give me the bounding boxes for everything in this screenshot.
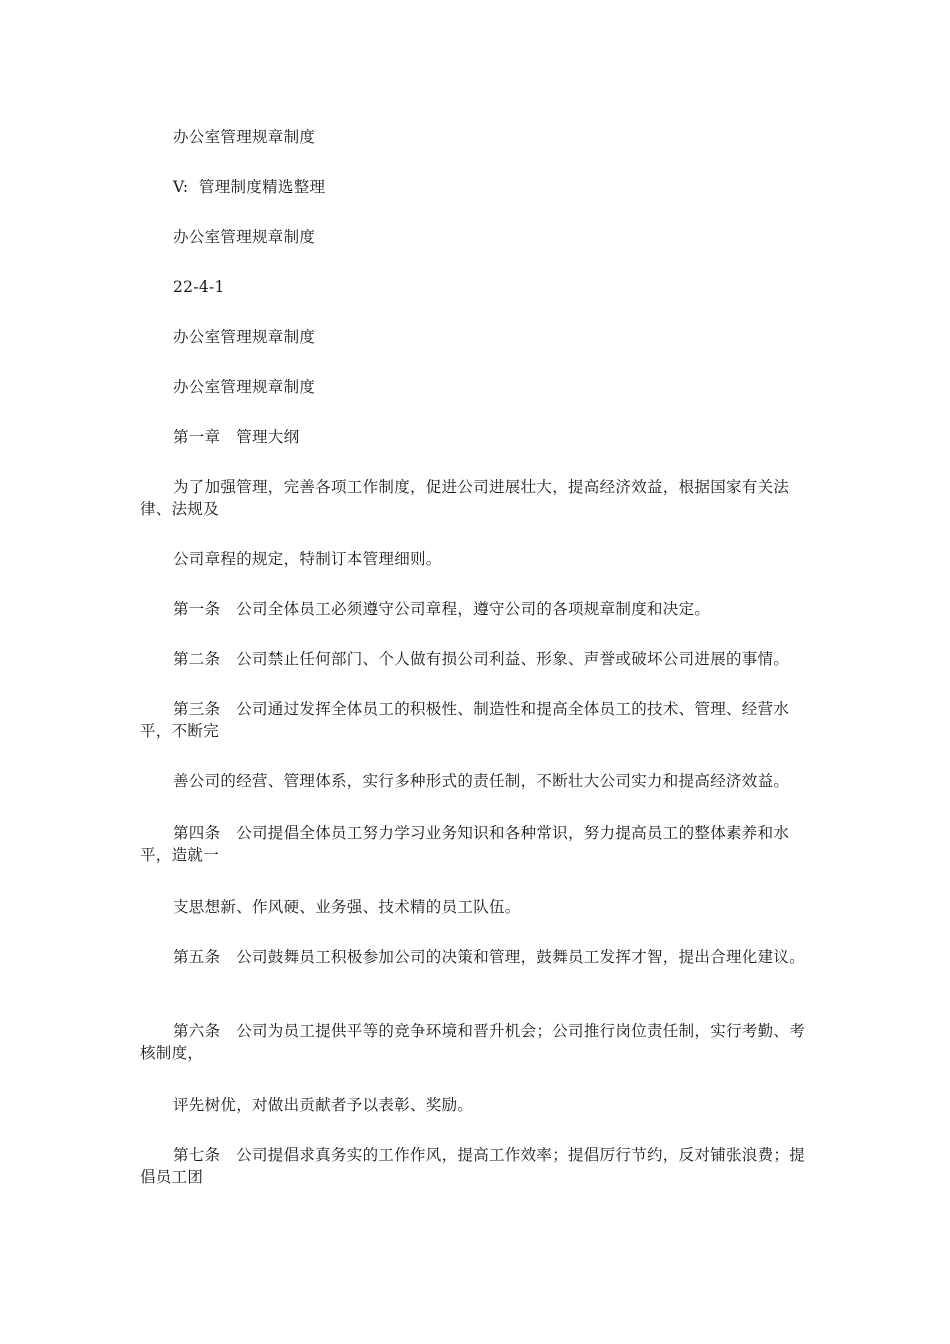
header-line-title-repeat-2: 办公室管理规章制度 xyxy=(173,328,316,346)
header-line-title-repeat-3: 办公室管理规章制度 xyxy=(173,378,316,396)
article-1: 第一条 公司全体员工必须遵守公司章程，遵守公司的各项规章制度和决定。 xyxy=(173,600,711,618)
chapter-title: 第一章 管理大纲 xyxy=(173,428,300,446)
article-6: 第六条 公司为员工提供平等的竞争环境和晋升机会；公司推行岗位责任制，实行考勤、考核制度， xyxy=(140,1022,806,1062)
article-2: 第二条 公司禁止任何部门、个人做有损公司利益、形象、声誉或破坏公司进展的事情。 xyxy=(173,650,790,668)
paragraph-intro-cont: 公司章程的规定，特制订本管理细则。 xyxy=(173,550,442,568)
header-line-subtitle: V: 管理制度精选整理 xyxy=(173,178,326,196)
article-7: 第七条 公司提倡求真务实的工作作风，提高工作效率；提倡厉行节约，反对铺张浪费；提倡员工团 xyxy=(140,1146,806,1186)
article-3: 第三条 公司通过发挥全体员工的积极性、制造性和提高全体员工的技术、管理、经营水平，不断完 xyxy=(140,700,790,740)
article-4-cont: 支思想新、作风硬、业务强、技术精的员工队伍。 xyxy=(173,898,521,916)
article-5: 第五条 公司鼓舞员工积极参加公司的决策和管理，鼓舞员工发挥才智，提出合理化建议。 xyxy=(173,948,806,966)
article-6-cont: 评先树优，对做出贡献者予以表彰、奖励。 xyxy=(173,1096,474,1114)
article-4: 第四条 公司提倡全体员工努力学习业务知识和各种常识，努力提高员工的整体素养和水平，造就一 xyxy=(140,824,790,864)
article-3-cont: 善公司的经营、管理体系，实行多种形式的责任制，不断壮大公司实力和提高经济效益。 xyxy=(173,772,790,790)
header-line-date: 22-4-1 xyxy=(173,278,225,296)
paragraph-intro: 为了加强管理，完善各项工作制度，促进公司进展壮大，提高经济效益，根据国家有关法律、法规及 xyxy=(140,478,790,518)
header-line-title: 办公室管理规章制度 xyxy=(173,128,316,146)
header-line-title-repeat: 办公室管理规章制度 xyxy=(173,228,316,246)
